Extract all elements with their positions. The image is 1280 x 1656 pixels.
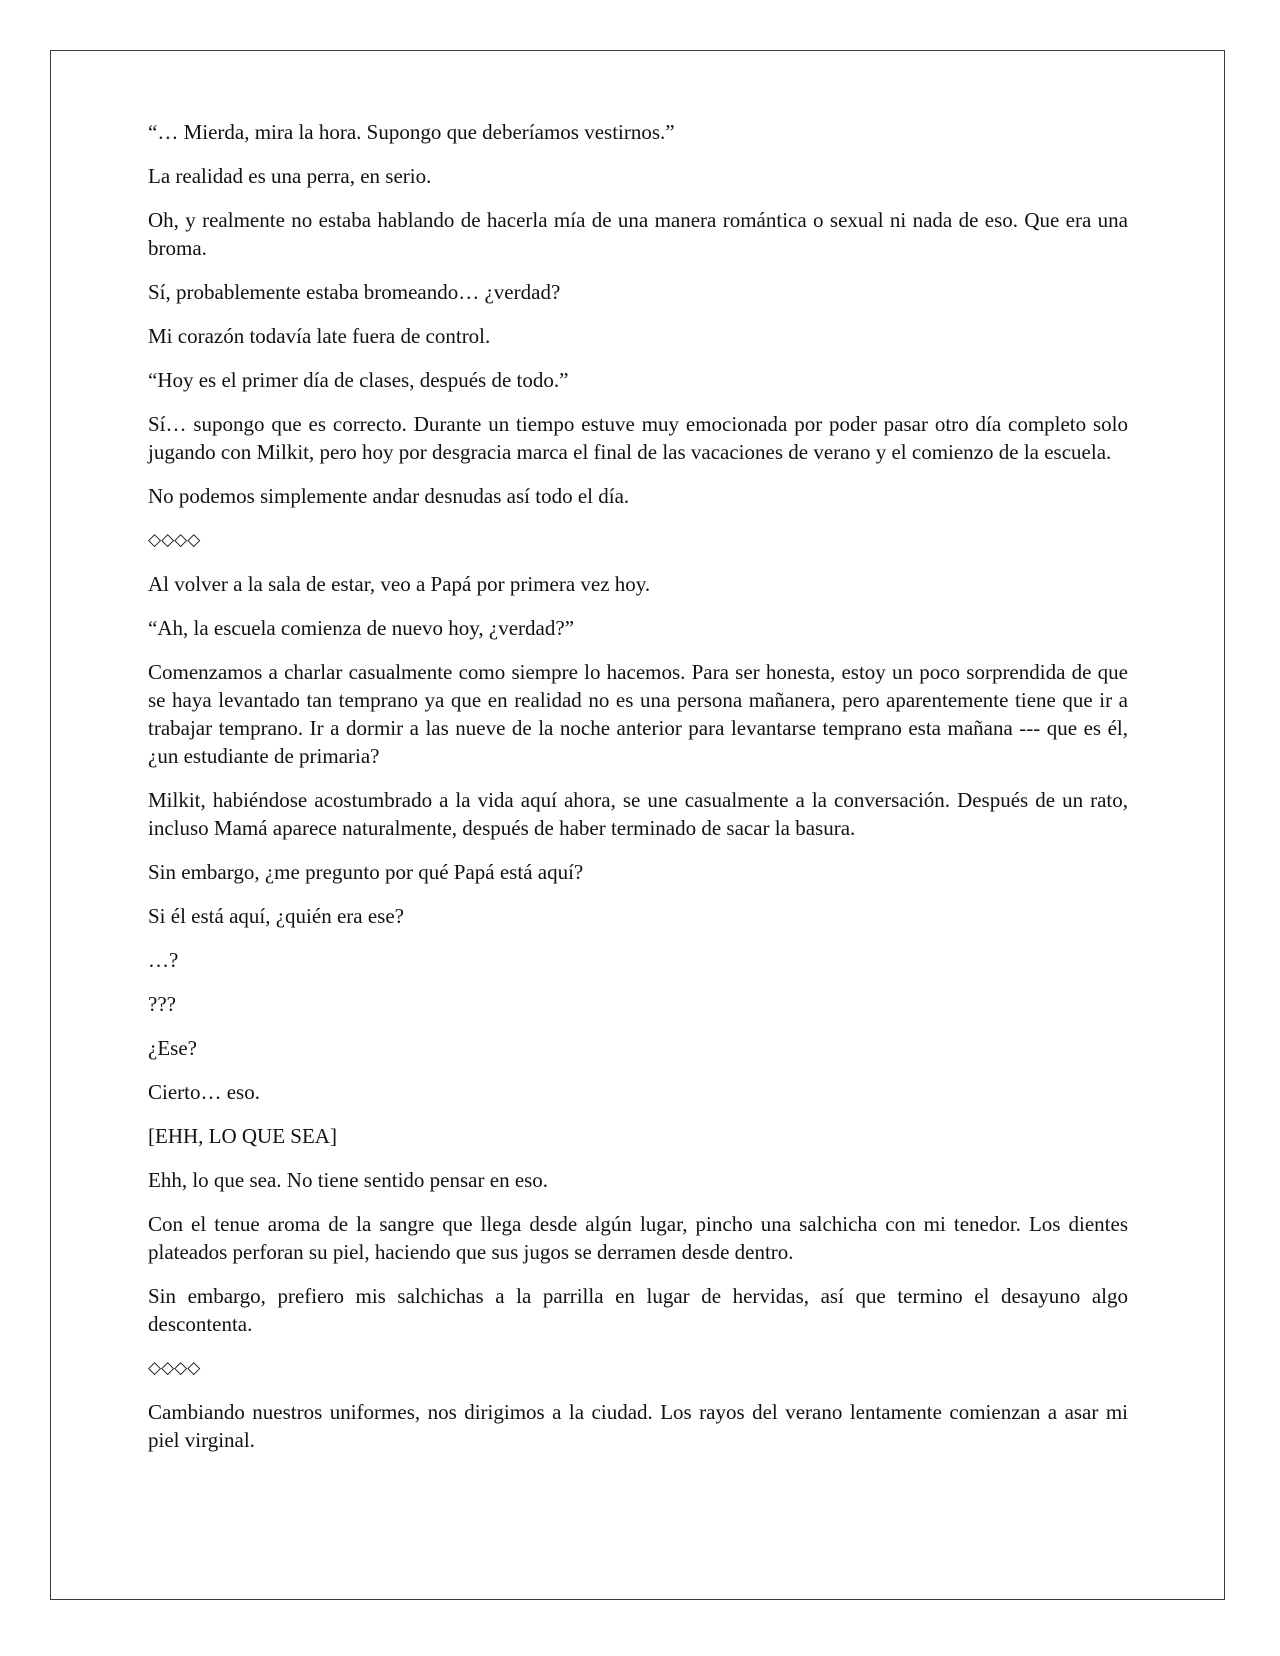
- paragraph: “… Mierda, mira la hora. Supongo que deberíamos vestirnos.”: [148, 120, 675, 144]
- paragraph: Comenzamos a charlar casualmente como siempre lo hacemos. Para ser honesta, estoy un poco sorprendida de que se haya levantado tan temprano ya que en realidad no es una persona mañanera, pero aparentemente tiene que ir a trabajar temprano. Ir a dormir a las nueve de la noche anterior para levantarse temprano esta mañana --- que es él, ¿un estudiante de primaria?: [148, 660, 1128, 768]
- paragraph: “Ah, la escuela comienza de nuevo hoy, ¿verdad?”: [148, 616, 575, 640]
- paragraph: Sí, probablemente estaba bromeando… ¿verdad?: [148, 280, 561, 304]
- paragraph: [EHH, LO QUE SEA]: [148, 1124, 337, 1148]
- paragraph: Cierto… eso.: [148, 1080, 260, 1104]
- paragraph: Milkit, habiéndose acostumbrado a la vida aquí ahora, se une casualmente a la conversación. Después de un rato, incluso Mamá aparece naturalmente, después de haber terminado de sacar la basura.: [148, 788, 1128, 840]
- scene-separator: ◇◇◇◇: [148, 1358, 201, 1377]
- paragraph: La realidad es una perra, en serio.: [148, 164, 432, 188]
- paragraph: “Hoy es el primer día de clases, después de todo.”: [148, 368, 569, 392]
- document-body: [148, 118, 1128, 1470]
- paragraph: ???: [148, 992, 176, 1016]
- paragraph: ¿Ese?: [148, 1036, 197, 1060]
- paragraph: Sí… supongo que es correcto. Durante un tiempo estuve muy emocionada por poder pasar otro día completo solo jugando con Milkit, pero hoy por desgracia marca el final de las vacaciones de verano y el comienzo de la escuela.: [148, 412, 1128, 464]
- paragraph: Ehh, lo que sea. No tiene sentido pensar en eso.: [148, 1168, 549, 1192]
- paragraph: Con el tenue aroma de la sangre que llega desde algún lugar, pincho una salchicha con mi tenedor. Los dientes plateados perforan su piel, haciendo que sus jugos se derramen desde dentro.: [148, 1212, 1128, 1264]
- paragraph: Oh, y realmente no estaba hablando de hacerla mía de una manera romántica o sexual ni nada de eso. Que era una broma.: [148, 208, 1128, 260]
- paragraph: Al volver a la sala de estar, veo a Papá por primera vez hoy.: [148, 572, 651, 596]
- paragraph: Sin embargo, prefiero mis salchichas a la parrilla en lugar de hervidas, así que termino el desayuno algo descontenta.: [148, 1284, 1128, 1336]
- paragraph: Cambiando nuestros uniformes, nos dirigimos a la ciudad. Los rayos del verano lentamente comienzan a asar mi piel virginal.: [148, 1400, 1128, 1452]
- paragraph: Mi corazón todavía late fuera de control.: [148, 324, 491, 348]
- paragraph: Si él está aquí, ¿quién era ese?: [148, 904, 404, 928]
- paragraph: Sin embargo, ¿me pregunto por qué Papá está aquí?: [148, 860, 584, 884]
- paragraph: No podemos simplemente andar desnudas así todo el día.: [148, 484, 630, 508]
- scene-separator: ◇◇◇◇: [148, 530, 201, 549]
- paragraph: …?: [148, 948, 179, 972]
